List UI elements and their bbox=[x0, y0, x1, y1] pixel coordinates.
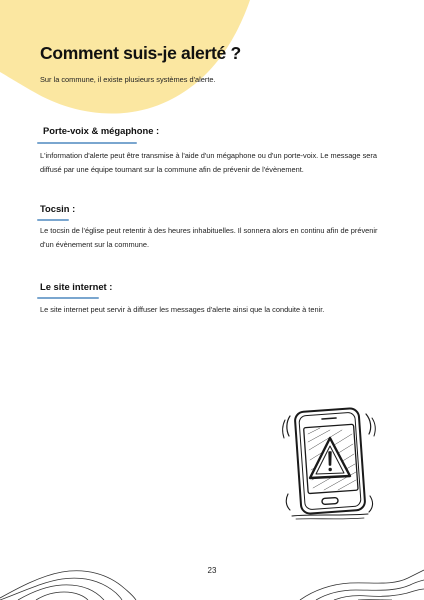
section-body-site-internet: Le site internet peut servir à diffuser les messages d'alerte ainsi que la conduite à tenir. bbox=[40, 305, 325, 314]
intro-text: Sur la commune, il existe plusieurs systèmes d'alerte. bbox=[40, 75, 216, 84]
section-heading-tocsin: Tocsin : bbox=[40, 203, 76, 214]
heading-underline bbox=[37, 297, 99, 299]
heading-underline bbox=[37, 219, 69, 221]
section-body-porte-voix: L'information d'alerte peut être transmise à l'aide d'un mégaphone ou d'un porte-voix. Le message sera diffusé par une équipe tournant sur la commune afin de prévenir de l'évènement. bbox=[40, 151, 377, 174]
page-title: Comment suis-je alerté ? bbox=[40, 43, 241, 63]
heading-underline bbox=[37, 142, 137, 144]
section-body-tocsin: Le tocsin de l'église peut retentir à des heures inhabituelles. Il sonnera alors en continu afin de prévenir d'un évènement sur la commune. bbox=[40, 226, 378, 249]
page-number: 23 bbox=[207, 566, 217, 575]
smartphone-warning-icon bbox=[280, 404, 380, 524]
section-heading-site-internet: Le site internet : bbox=[40, 281, 113, 292]
decorative-contour-lines bbox=[0, 548, 424, 600]
section-heading-porte-voix: Porte-voix & mégaphone : bbox=[43, 125, 160, 136]
decorative-yellow-blob bbox=[0, 0, 260, 140]
